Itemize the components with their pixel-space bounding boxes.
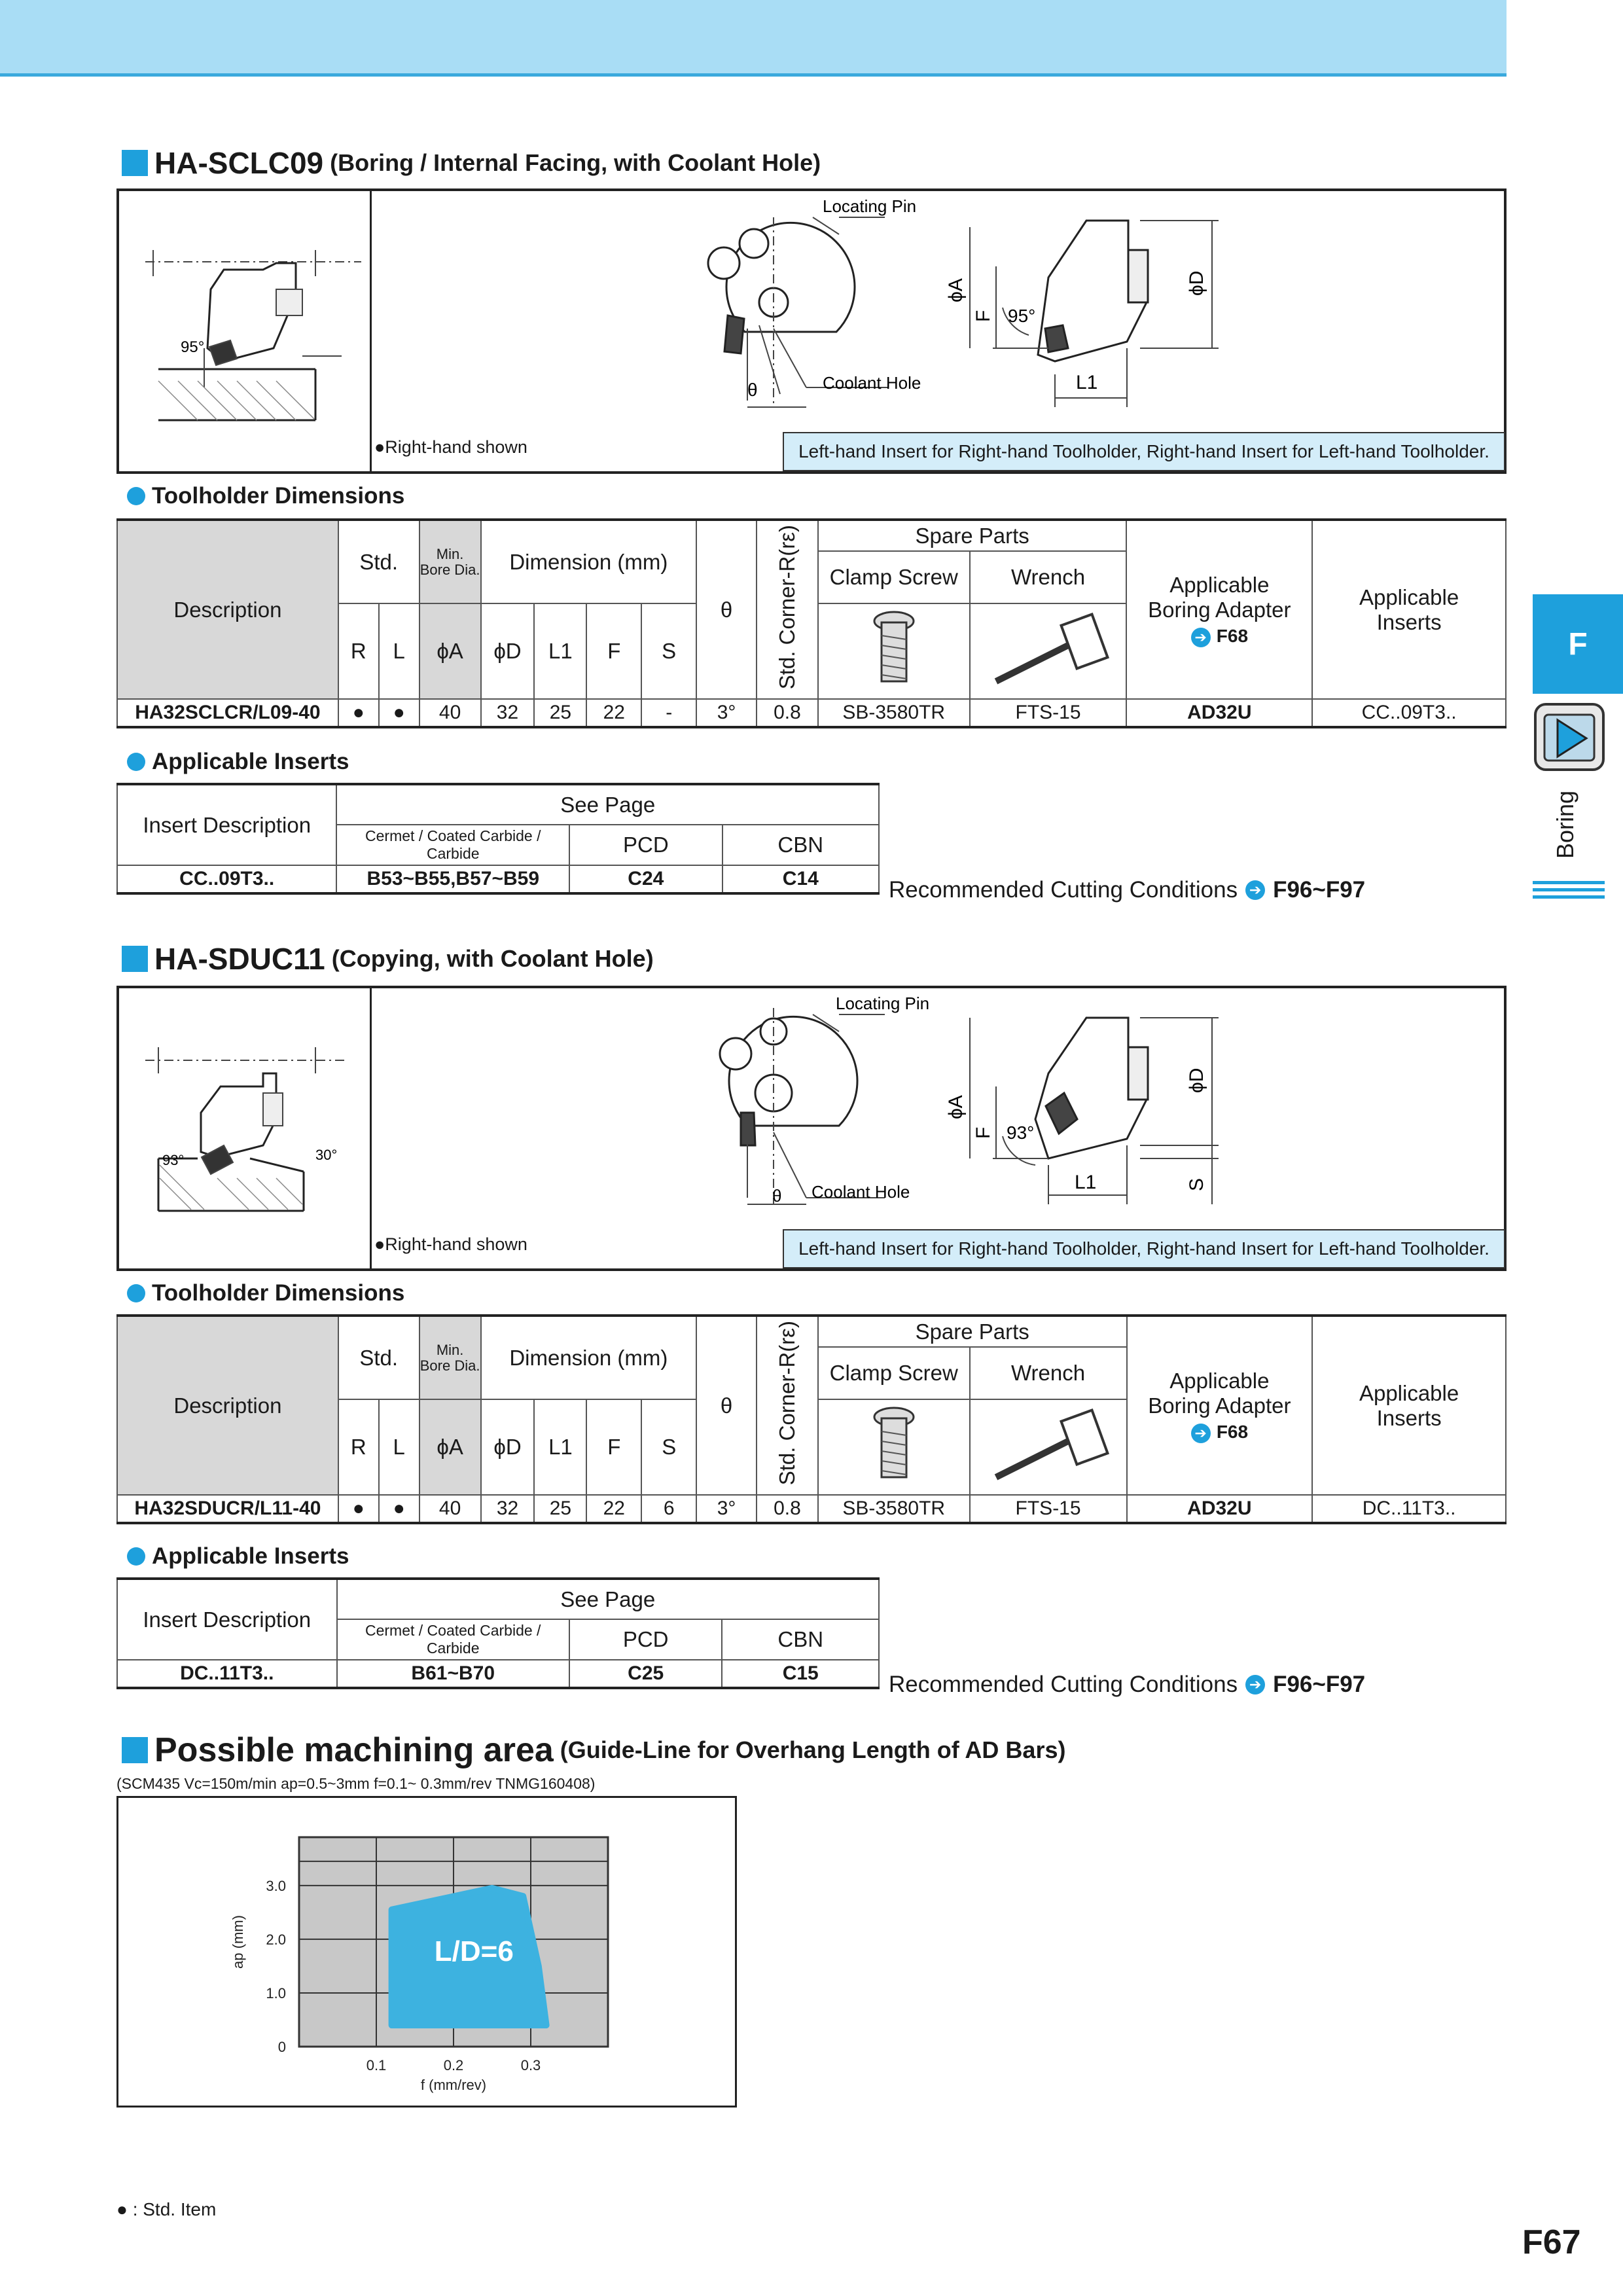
- top-banner: [0, 0, 1507, 77]
- row-wrench: FTS-15: [970, 1495, 1127, 1523]
- toolholder-dimensions-title-2: [127, 1280, 404, 1306]
- x-tick-label: 0.1: [366, 2057, 387, 2073]
- machining-title-text: Possible machining area: [154, 1731, 554, 1769]
- rcc-ref: F96~F97: [1273, 877, 1366, 903]
- x-axis-label: f (mm/rev): [420, 2077, 487, 2093]
- phiA-label: ϕA: [945, 1095, 967, 1119]
- angle-label-b: 30°: [315, 1147, 338, 1163]
- bullet-icon: [127, 1547, 145, 1566]
- theta-label: θ: [772, 1186, 782, 1206]
- th-cermet: Cermet / Coated Carbide / Carbide: [337, 1619, 569, 1660]
- insert-cermet: B61~B70: [337, 1660, 569, 1688]
- applicable-inserts-title-2: [127, 1543, 349, 1570]
- th-R: R: [338, 603, 379, 699]
- phiD-label: ϕD: [1186, 1067, 1207, 1093]
- th-std: Std.: [338, 520, 419, 603]
- rcc-label: Recommended Cutting Conditions: [889, 877, 1238, 903]
- wrench-image: [970, 1399, 1127, 1495]
- th-wrench: Wrench: [970, 1347, 1127, 1399]
- chart-frame: [116, 1796, 737, 2108]
- row-phiA: 40: [419, 699, 481, 727]
- inserts-title-text: Applicable Inserts: [152, 749, 349, 774]
- bullet-icon: [127, 1284, 145, 1302]
- locating-pin-label: Locating Pin: [823, 196, 917, 216]
- th-see-page: See Page: [337, 1579, 879, 1619]
- th-wrench: Wrench: [970, 551, 1127, 603]
- row-corner: 0.8: [757, 699, 818, 727]
- row-phiD: 32: [481, 1495, 535, 1523]
- th-F: F: [586, 603, 641, 699]
- rcc-label: Recommended Cutting Conditions: [889, 1672, 1238, 1697]
- theta-label: θ: [747, 380, 758, 400]
- angle-label-2: 93°: [1007, 1122, 1035, 1143]
- toolholder-table-sduc11: [116, 1314, 1507, 1524]
- insert-pcd: C24: [569, 865, 722, 893]
- row-S: -: [641, 699, 696, 727]
- row-description: HA32SDUCR/L11-40: [117, 1495, 338, 1523]
- row-description: HA32SCLCR/L09-40: [117, 699, 338, 727]
- th-phiD: ϕD: [481, 1399, 535, 1495]
- sclc09-drawing: [119, 191, 1504, 473]
- clamp-screw-image: [818, 1399, 970, 1495]
- row-theta: 3°: [696, 699, 757, 727]
- row-L: ●: [379, 1495, 419, 1523]
- th-description: Description: [117, 520, 338, 699]
- section-code: HA-SDUC11: [154, 942, 325, 976]
- y-tick-label: 3.0: [266, 1877, 286, 1894]
- side-tab-lines: [1533, 881, 1605, 899]
- right-hand-note: ●Right-hand shown: [374, 437, 527, 457]
- th-L1: L1: [534, 1399, 586, 1495]
- insert-cbn: C15: [722, 1660, 879, 1688]
- th-cbn: CBN: [722, 1619, 879, 1660]
- th-cermet: Cermet / Coated Carbide / Carbide: [336, 825, 569, 865]
- th-pcd: PCD: [569, 1619, 722, 1660]
- row-S: 6: [641, 1495, 696, 1523]
- section-subtitle: (Copying, with Coolant Hole): [331, 945, 654, 972]
- y-axis-label: ap (mm): [230, 1915, 246, 1969]
- th-insert-desc: Insert Description: [117, 784, 336, 865]
- th-min-bore: Min. Bore Dia.: [419, 520, 481, 603]
- th-phiA: ϕA: [419, 603, 481, 699]
- phiD-label: ϕD: [1186, 270, 1207, 296]
- th-L: L: [379, 603, 419, 699]
- lh-insert-note: Left-hand Insert for Right-hand Toolholder, Right-hand Insert for Left-hand Toolholder.: [783, 1229, 1505, 1268]
- th-cbn: CBN: [722, 825, 879, 865]
- th-dimension: Dimension (mm): [481, 1316, 697, 1399]
- th-insert-desc: Insert Description: [117, 1579, 337, 1660]
- th-min-bore: Min. Bore Dia.: [419, 1316, 481, 1399]
- inserts-table-sclc09: [116, 783, 880, 895]
- section-title-sclc09: [122, 145, 821, 181]
- bullet-icon: [127, 753, 145, 771]
- row-clamp-screw: SB-3580TR: [818, 1495, 970, 1523]
- row-adapter: AD32U: [1127, 1495, 1313, 1523]
- th-S: S: [641, 603, 696, 699]
- clamp-screw-image: [818, 603, 970, 699]
- th-pcd: PCD: [569, 825, 722, 865]
- L1-label: L1: [1076, 372, 1098, 393]
- diagram-frame-sduc11: [116, 986, 1507, 1271]
- insert-desc: CC..09T3..: [117, 865, 336, 893]
- row-F: 22: [586, 1495, 641, 1523]
- th-theta: θ: [696, 1316, 757, 1495]
- boring-tab-icon: [1533, 702, 1606, 774]
- section-code: HA-SCLC09: [154, 146, 324, 180]
- section-subtitle: (Boring / Internal Facing, with Coolant Hole): [330, 149, 821, 176]
- angle-label: 95°: [181, 338, 205, 356]
- row-L1: 25: [534, 699, 586, 727]
- insert-pcd: C25: [569, 1660, 722, 1688]
- section-title-sduc11: [122, 941, 654, 977]
- th-L: L: [379, 1399, 419, 1495]
- toolholder-title-text: Toolholder Dimensions: [152, 1280, 405, 1306]
- y-tick-label: 2.0: [266, 1931, 286, 1948]
- row-phiA: 40: [419, 1495, 481, 1523]
- th-inserts: Applicable Inserts: [1312, 1316, 1506, 1495]
- row-F: 22: [586, 699, 641, 727]
- side-tab-letter: F: [1568, 626, 1588, 662]
- applicable-inserts-title: [127, 749, 349, 775]
- insert-cermet: B53~B55,B57~B59: [336, 865, 569, 893]
- row-corner: 0.8: [757, 1495, 818, 1523]
- row-clamp-screw: SB-3580TR: [818, 699, 970, 727]
- th-corner: Std. Corner-R(rε): [757, 520, 818, 699]
- row-inserts: CC..09T3..: [1312, 699, 1506, 727]
- row-adapter: AD32U: [1126, 699, 1312, 727]
- toolholder-dimensions-title: [127, 483, 404, 509]
- side-tab-f[interactable]: [1533, 594, 1623, 694]
- toolholder-title-text: Toolholder Dimensions: [152, 483, 405, 509]
- side-tab-label: Boring: [1552, 790, 1578, 859]
- row-inserts: DC..11T3..: [1312, 1495, 1506, 1523]
- coolant-hole-label: Coolant Hole: [812, 1182, 910, 1202]
- recommended-conditions-link-2[interactable]: [889, 1672, 1365, 1698]
- row-L: ●: [379, 699, 419, 727]
- legend-text: ● : Std. Item: [116, 2199, 217, 2219]
- th-dimension: Dimension (mm): [481, 520, 697, 603]
- diagram-frame-sclc09: [116, 188, 1507, 474]
- th-S: S: [641, 1399, 696, 1495]
- th-L1: L1: [534, 603, 586, 699]
- L1-label: L1: [1075, 1172, 1097, 1193]
- arrow-icon: ➔: [1191, 628, 1211, 647]
- row-theta: 3°: [696, 1495, 757, 1523]
- wrench-image: [970, 603, 1127, 699]
- x-tick-label: 0.2: [443, 2057, 464, 2073]
- toolholder-table-sclc09: [116, 518, 1507, 728]
- th-phiD: ϕD: [481, 603, 535, 699]
- locating-pin-label: Locating Pin: [836, 994, 930, 1013]
- section-marker: [122, 1737, 148, 1763]
- region-label: L/D=6: [434, 1935, 514, 1968]
- phiA-label: ϕA: [945, 278, 967, 302]
- S-label: S: [1186, 1177, 1207, 1191]
- machining-chart: [118, 1798, 735, 2106]
- bullet-icon: [127, 487, 145, 505]
- machining-conditions: (SCM435 Vc=150m/min ap=0.5~3mm f=0.1~ 0.3mm/rev TNMG160408): [116, 1775, 596, 1792]
- th-description: Description: [117, 1316, 338, 1495]
- angle-label-2: 95°: [1008, 306, 1036, 326]
- y-tick-label: 0: [277, 2039, 286, 2055]
- row-R: ●: [338, 699, 379, 727]
- th-F: F: [586, 1399, 641, 1495]
- th-spare-parts: Spare Parts: [818, 520, 1127, 551]
- th-clamp-screw: Clamp Screw: [818, 551, 970, 603]
- th-see-page: See Page: [336, 784, 879, 825]
- th-spare-parts: Spare Parts: [818, 1316, 1127, 1347]
- th-std: Std.: [338, 1316, 419, 1399]
- machining-area-title: [122, 1731, 1065, 1770]
- recommended-conditions-link[interactable]: [889, 877, 1365, 903]
- y-tick-label: 1.0: [266, 1984, 286, 2001]
- arrow-icon: ➔: [1245, 1675, 1265, 1695]
- section-marker: [122, 946, 148, 972]
- insert-cbn: C14: [722, 865, 879, 893]
- coolant-hole-label: Coolant Hole: [823, 373, 921, 393]
- right-hand-note: ●Right-hand shown: [374, 1234, 527, 1254]
- th-clamp-screw: Clamp Screw: [818, 1347, 970, 1399]
- inserts-title-text: Applicable Inserts: [152, 1543, 349, 1569]
- sduc11-drawing: [119, 988, 1504, 1270]
- rcc-ref: F96~F97: [1273, 1672, 1366, 1697]
- x-tick-label: 0.3: [520, 2057, 541, 2073]
- angle-label: 93°: [162, 1152, 185, 1168]
- th-adapter: Applicable Boring Adapter ➔ F68: [1126, 520, 1312, 699]
- F-label: F: [972, 1126, 994, 1139]
- row-L1: 25: [534, 1495, 586, 1523]
- th-R: R: [338, 1399, 379, 1495]
- lh-insert-note: Left-hand Insert for Right-hand Toolholder, Right-hand Insert for Left-hand Toolholder.: [783, 432, 1505, 471]
- section-marker: [122, 150, 148, 176]
- arrow-icon: ➔: [1245, 880, 1265, 900]
- row-phiD: 32: [481, 699, 535, 727]
- th-inserts: Applicable Inserts: [1312, 520, 1506, 699]
- arrow-icon: ➔: [1191, 1424, 1211, 1443]
- page-number: F67: [1522, 2223, 1581, 2261]
- th-corner: Std. Corner-R(rε): [757, 1316, 818, 1495]
- row-R: ●: [338, 1495, 379, 1523]
- th-phiA: ϕA: [419, 1399, 481, 1495]
- std-item-legend: [116, 2199, 216, 2220]
- row-wrench: FTS-15: [970, 699, 1127, 727]
- insert-desc: DC..11T3..: [117, 1660, 337, 1688]
- F-label: F: [972, 310, 994, 322]
- th-adapter: Applicable Boring Adapter ➔ F68: [1127, 1316, 1313, 1495]
- inserts-table-sduc11: [116, 1577, 880, 1689]
- machining-subtitle: (Guide-Line for Overhang Length of AD Bars): [560, 1736, 1066, 1763]
- th-theta: θ: [696, 520, 757, 699]
